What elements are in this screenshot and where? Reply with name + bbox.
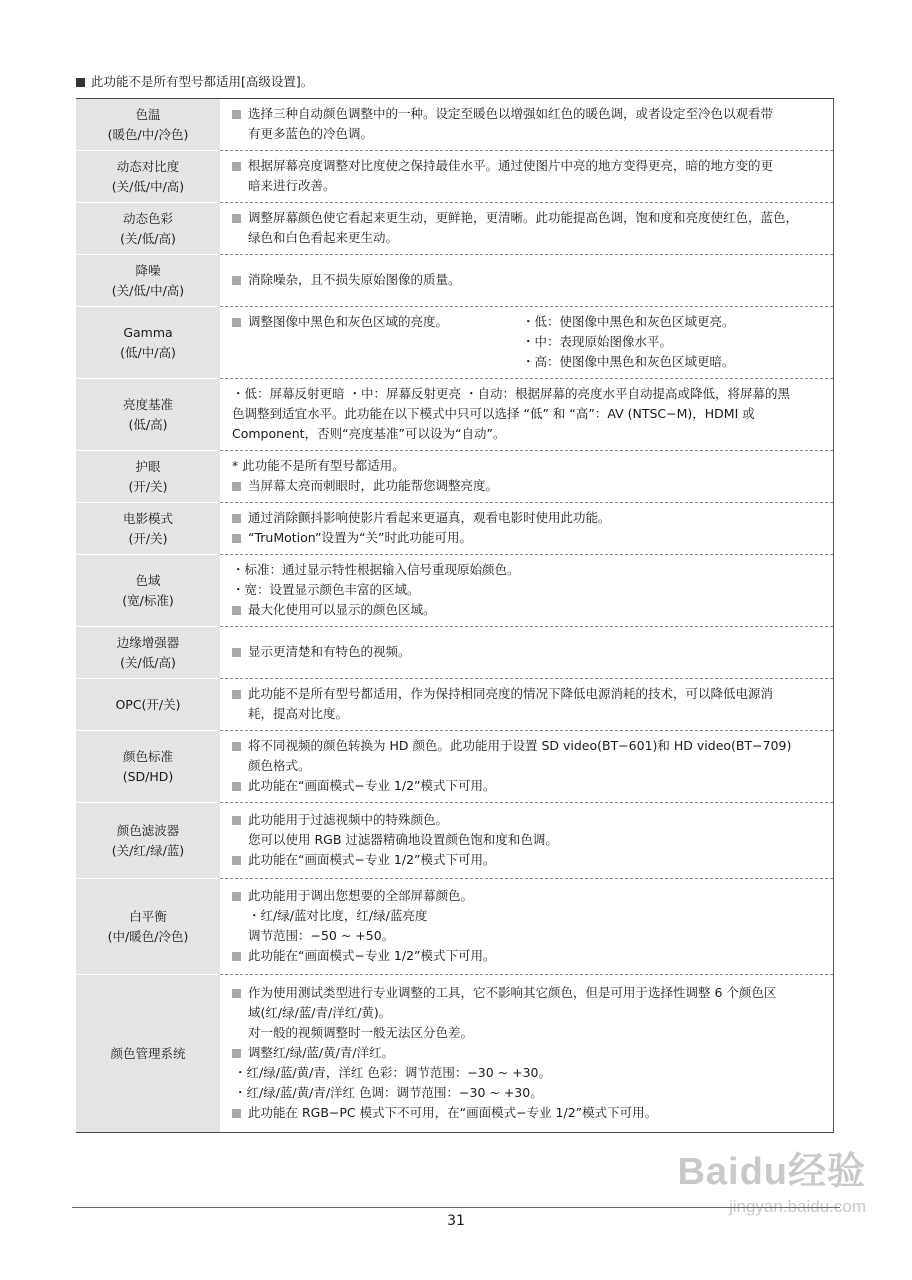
desc-line: 域(红/绿/蓝/青/洋红/黄)。: [248, 1005, 392, 1020]
desc-line: 根据屏幕亮度调整对比度使之保持最佳水平。通过使图片中亮的地方变得更亮，暗的地方变的更: [248, 158, 774, 173]
setting-name: 护眼: [135, 458, 161, 474]
desc-line: 对一般的视频调整时一般无法区分色差。: [248, 1025, 474, 1040]
setting-options: (低/中/高): [120, 344, 176, 360]
table-row: [76, 151, 834, 203]
bullet-square-icon: [232, 162, 241, 171]
row-description: [220, 503, 834, 555]
setting-name: 颜色管理系统: [110, 1045, 186, 1061]
desc-line: 色调整到适宜水平。此功能在以下模式中只可以选择 “低” 和 “高”：AV (NTSC−M)，HDMI 或: [232, 406, 755, 421]
row-description: [220, 99, 834, 151]
row-description: [220, 803, 834, 879]
table-row: [76, 99, 834, 151]
setting-options: (开/关): [128, 478, 168, 494]
desc-line: ・标准：通过显示特性根据输入信号重现原始颜色。: [232, 562, 520, 577]
setting-name: Gamma: [123, 324, 173, 340]
setting-options: (关/低/中/高): [111, 282, 185, 298]
bullet-square-icon: [232, 952, 241, 961]
row-label: [76, 975, 220, 1133]
setting-name: 颜色标准: [122, 748, 173, 764]
baidu-watermark: [677, 1140, 866, 1217]
row-label: [76, 307, 220, 379]
row-label: [76, 255, 220, 307]
bullet-square-icon: [232, 690, 241, 699]
desc-line: 调节范围：−50 ~ +50。: [248, 928, 395, 943]
desc-line: 调整屏幕颜色使它看起来更生动，更鲜艳，更清晰。此功能提高色调，饱和度和亮度使红色，蓝色，: [248, 210, 799, 225]
desc-line: 颜色格式。: [248, 758, 311, 773]
row-description: [220, 151, 834, 203]
desc-line: ・低：屏幕反射更暗 ・中：屏幕反射更亮 ・自动：根据屏幕的亮度水平自动提高或降低，将屏幕的黑: [232, 386, 790, 401]
desc-line: 选择三种自动颜色调整中的一种。设定至暖色以增强如红色的暖色调，或者设定至冷色以观看带: [248, 106, 774, 121]
row-label: [76, 803, 220, 879]
desc-line: 调整图像中黑色和灰色区域的亮度。: [248, 314, 449, 329]
bullet-square-icon: [232, 856, 241, 865]
desc-line: 绿色和白色看起来更生动。: [248, 230, 399, 245]
row-description: [220, 679, 834, 731]
row-label: [76, 731, 220, 803]
setting-options: (中/暖色/冷色): [107, 928, 189, 944]
row-label: [76, 379, 220, 451]
note-text: 此功能不是所有型号都适用[高级设置]。: [91, 74, 314, 89]
table-row: [76, 627, 834, 679]
desc-line: 暗来进行改善。: [248, 178, 336, 193]
setting-name: 亮度基准: [122, 396, 173, 412]
desc-line: 此功能用于过滤视频中的特殊颜色。: [248, 812, 449, 827]
row-description: [220, 203, 834, 255]
desc-line: ・红/绿/蓝/黄/青/洋红 色调：调节范围：−30 ~ +30。: [234, 1085, 543, 1100]
watermark-url: jingyan.baidu.com: [728, 1197, 866, 1216]
table-row: [76, 731, 834, 803]
desc-line: 您可以使用 RGB 过滤器精确地设置颜色饱和度和色调。: [248, 832, 558, 847]
bullet-square-icon: [232, 214, 241, 223]
desc-line: 显示更清楚和有特色的视频。: [248, 644, 411, 659]
table-row: [76, 307, 834, 379]
desc-line: 调整红/绿/蓝/黄/青/洋红。: [248, 1045, 395, 1060]
setting-name: 降噪: [135, 262, 161, 278]
bullet-square-icon: [232, 892, 241, 901]
desc-line: ・低：使图像中黑色和灰色区域更亮。: [522, 314, 735, 329]
setting-options: (关/红/绿/蓝): [111, 842, 185, 858]
bullet-square-icon: [232, 989, 241, 998]
desc-line: 有更多蓝色的冷色调。: [248, 126, 374, 141]
desc-line: 最大化使用可以显示的颜色区域。: [248, 602, 436, 617]
desc-line: 此功能在“画面模式−专业 1/2”模式下可用。: [248, 852, 496, 867]
setting-options: (关/低/高): [120, 654, 176, 670]
bullet-square-icon: [232, 514, 241, 523]
page-number: 31: [447, 1213, 465, 1229]
desc-line: 作为使用测试类型进行专业调整的工具，它不影响其它颜色，但是可用于选择性调整 6 个颜色区: [248, 985, 777, 1000]
table-row: [76, 975, 834, 1133]
desc-line: 将不同视频的颜色转换为 HD 颜色。此功能用于设置 SD video(BT−601)和 HD video(BT−709): [248, 738, 792, 753]
bullet-square-icon: [232, 534, 241, 543]
bullet-square-icon: [232, 110, 241, 119]
table-row: [76, 379, 834, 451]
desc-line: 通过消除颤抖影响使影片看起来更逼真，观看电影时使用此功能。: [248, 510, 611, 525]
desc-line: 此功能不是所有型号都适用，作为保持相同亮度的情况下降低电源消耗的技术，可以降低电源消: [248, 686, 774, 701]
setting-options: (开/关): [128, 530, 168, 546]
desc-line: 此功能在 RGB−PC 模式下不可用，在“画面模式−专业 1/2”模式下可用。: [248, 1105, 658, 1120]
desc-line: 此功能在“画面模式−专业 1/2”模式下可用。: [248, 948, 496, 963]
desc-line: * 此功能不是所有型号都适用。: [232, 458, 405, 473]
desc-line: 当屏幕太亮而刺眼时，此功能帮您调整亮度。: [248, 478, 499, 493]
bullet-square-icon: [232, 816, 241, 825]
bullet-square-icon: [232, 318, 241, 327]
setting-name: 颜色滤波器: [116, 822, 180, 838]
setting-name: 白平衡: [129, 908, 167, 924]
table-row: [76, 255, 834, 307]
row-description: [220, 627, 834, 679]
row-description: [220, 731, 834, 803]
desc-line: 消除噪杂，且不损失原始图像的质量。: [248, 272, 461, 287]
top-note: [76, 74, 313, 90]
row-description: [220, 555, 834, 627]
table-row: [76, 203, 834, 255]
setting-options: (宽/标准): [122, 592, 174, 608]
desc-line: ・高：使图像中黑色和灰色区域更暗。: [522, 354, 735, 369]
table-row: [76, 451, 834, 503]
row-label: [76, 151, 220, 203]
desc-line: ・红/绿/蓝/黄/青，洋红 色彩：调节范围：−30 ~ +30。: [234, 1065, 551, 1080]
table-row: [76, 879, 834, 975]
row-label: [76, 203, 220, 255]
setting-name: 电影模式: [122, 510, 173, 526]
row-description: [220, 307, 834, 379]
setting-name: OPC(开/关): [115, 696, 181, 712]
setting-name: 动态色彩: [122, 210, 173, 226]
setting-options: (SD/HD): [122, 768, 174, 784]
row-label: [76, 679, 220, 731]
bullet-square-icon: [232, 276, 241, 285]
desc-line: ・中：表现原始图像水平。: [522, 334, 673, 349]
setting-options: (低/高): [128, 416, 168, 432]
footer-divider: [72, 1207, 840, 1208]
bullet-square-icon: [232, 1049, 241, 1058]
table-row: [76, 679, 834, 731]
setting-name: 色温: [135, 106, 161, 122]
setting-options: (暖色/中/冷色): [107, 126, 189, 142]
row-description: [220, 879, 834, 975]
table-row: [76, 503, 834, 555]
desc-line: 此功能在“画面模式−专业 1/2”模式下可用。: [248, 778, 496, 793]
setting-options: (关/低/高): [120, 230, 176, 246]
watermark-brand: Baidu经验: [677, 1151, 866, 1193]
bullet-square-icon: [232, 482, 241, 491]
table-row: [76, 803, 834, 879]
bullet-square-icon: [232, 648, 241, 657]
bullet-square-icon: [232, 782, 241, 791]
desc-line: Component，否则“亮度基准”可以设为“自动”。: [232, 426, 506, 441]
setting-name: 边缘增强器: [116, 634, 180, 650]
desc-line: “TruMotion”设置为“关”时此功能可用。: [248, 530, 472, 545]
row-description: [220, 451, 834, 503]
setting-name: 色域: [135, 572, 161, 588]
desc-line: ・红/绿/蓝对比度，红/绿/蓝亮度: [248, 908, 428, 923]
setting-name: 动态对比度: [116, 158, 180, 174]
desc-line: 耗，提高对比度。: [248, 706, 349, 721]
row-label: [76, 99, 220, 151]
row-description: [220, 975, 834, 1133]
desc-line: ・宽：设置显示颜色丰富的区域。: [232, 582, 420, 597]
row-label: [76, 451, 220, 503]
row-label: [76, 555, 220, 627]
row-label: [76, 627, 220, 679]
setting-options: (关/低/中/高): [111, 178, 185, 194]
row-label: [76, 503, 220, 555]
bullet-square-icon: [232, 1109, 241, 1118]
desc-line: 此功能用于调出您想要的全部屏幕颜色。: [248, 888, 474, 903]
table-row: [76, 555, 834, 627]
row-label: [76, 879, 220, 975]
bullet-square-icon: [232, 606, 241, 615]
settings-table: [76, 98, 834, 1133]
row-description: [220, 255, 834, 307]
note-square-icon: [76, 78, 85, 87]
row-description: [220, 379, 834, 451]
bullet-square-icon: [232, 742, 241, 751]
